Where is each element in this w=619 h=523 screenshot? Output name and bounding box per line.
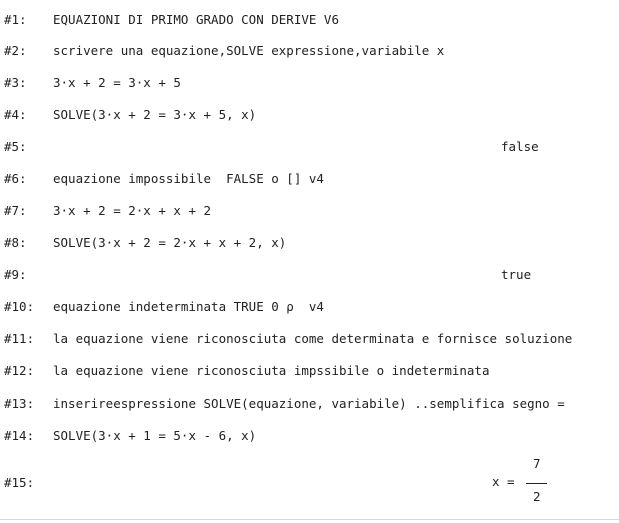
expression-row[interactable] xyxy=(0,12,619,30)
expression-row[interactable] xyxy=(0,331,619,349)
row-expression[interactable]: equazione indeterminata TRUE 0 ρ v4 xyxy=(53,299,324,314)
expression-row[interactable] xyxy=(0,363,619,381)
row-label: #14: xyxy=(4,428,35,443)
row-label: #8: xyxy=(4,235,27,250)
row-label: #12: xyxy=(4,363,35,378)
row-expression[interactable]: la equazione viene riconosciuta come determinata e fornisce soluzione xyxy=(53,331,573,346)
row-label: #10: xyxy=(4,299,35,314)
row-label: #15: xyxy=(4,475,35,490)
row-label: #13: xyxy=(4,396,35,411)
row-expression[interactable]: equazione impossibile FALSE o [] v4 xyxy=(53,171,324,186)
row-label: #7: xyxy=(4,203,27,218)
row-expression[interactable]: scrivere una equazione,SOLVE expressione,variabile x xyxy=(53,43,445,58)
expression-row[interactable] xyxy=(0,428,619,446)
fraction-lhs: x = xyxy=(492,474,515,489)
row-label: #9: xyxy=(4,267,27,282)
row-result[interactable]: true xyxy=(501,267,532,282)
fraction-bar xyxy=(526,483,547,484)
row-expression[interactable]: EQUAZIONI DI PRIMO GRADO CON DERIVE V6 xyxy=(53,12,339,27)
fraction-result[interactable] xyxy=(492,456,562,512)
row-expression[interactable]: SOLVE(3·x + 2 = 3·x + 5, x) xyxy=(53,107,257,122)
expression-row[interactable] xyxy=(0,139,619,157)
expression-row[interactable] xyxy=(0,107,619,125)
expression-row[interactable] xyxy=(0,235,619,253)
expression-row[interactable] xyxy=(0,43,619,61)
row-expression[interactable]: 3·x + 2 = 3·x + 5 xyxy=(53,75,181,90)
row-label: #4: xyxy=(4,107,27,122)
row-label: #5: xyxy=(4,139,27,154)
bottom-divider xyxy=(0,519,619,520)
row-result[interactable]: false xyxy=(501,139,539,154)
row-expression[interactable]: SOLVE(3·x + 2 = 2·x + x + 2, x) xyxy=(53,235,287,250)
row-label: #3: xyxy=(4,75,27,90)
expression-row[interactable] xyxy=(0,396,619,414)
row-expression[interactable]: 3·x + 2 = 2·x + x + 2 xyxy=(53,203,212,218)
expression-row[interactable] xyxy=(0,299,619,317)
row-expression[interactable]: SOLVE(3·x + 1 = 5·x - 6, x) xyxy=(53,428,257,443)
expression-row[interactable] xyxy=(0,75,619,93)
row-expression[interactable]: la equazione viene riconosciuta impssibile o indeterminata xyxy=(53,363,490,378)
expression-row[interactable] xyxy=(0,203,619,221)
row-label: #6: xyxy=(4,171,27,186)
row-expression[interactable]: inserireespressione SOLVE(equazione, variabile) ..semplifica segno = xyxy=(53,396,565,411)
row-label: #11: xyxy=(4,331,35,346)
fraction-numerator: 7 xyxy=(533,456,541,471)
row-label: #2: xyxy=(4,43,27,58)
fraction-denominator: 2 xyxy=(533,489,541,504)
row-label: #1: xyxy=(4,12,27,27)
expression-row[interactable] xyxy=(0,267,619,285)
expression-row[interactable] xyxy=(0,171,619,189)
